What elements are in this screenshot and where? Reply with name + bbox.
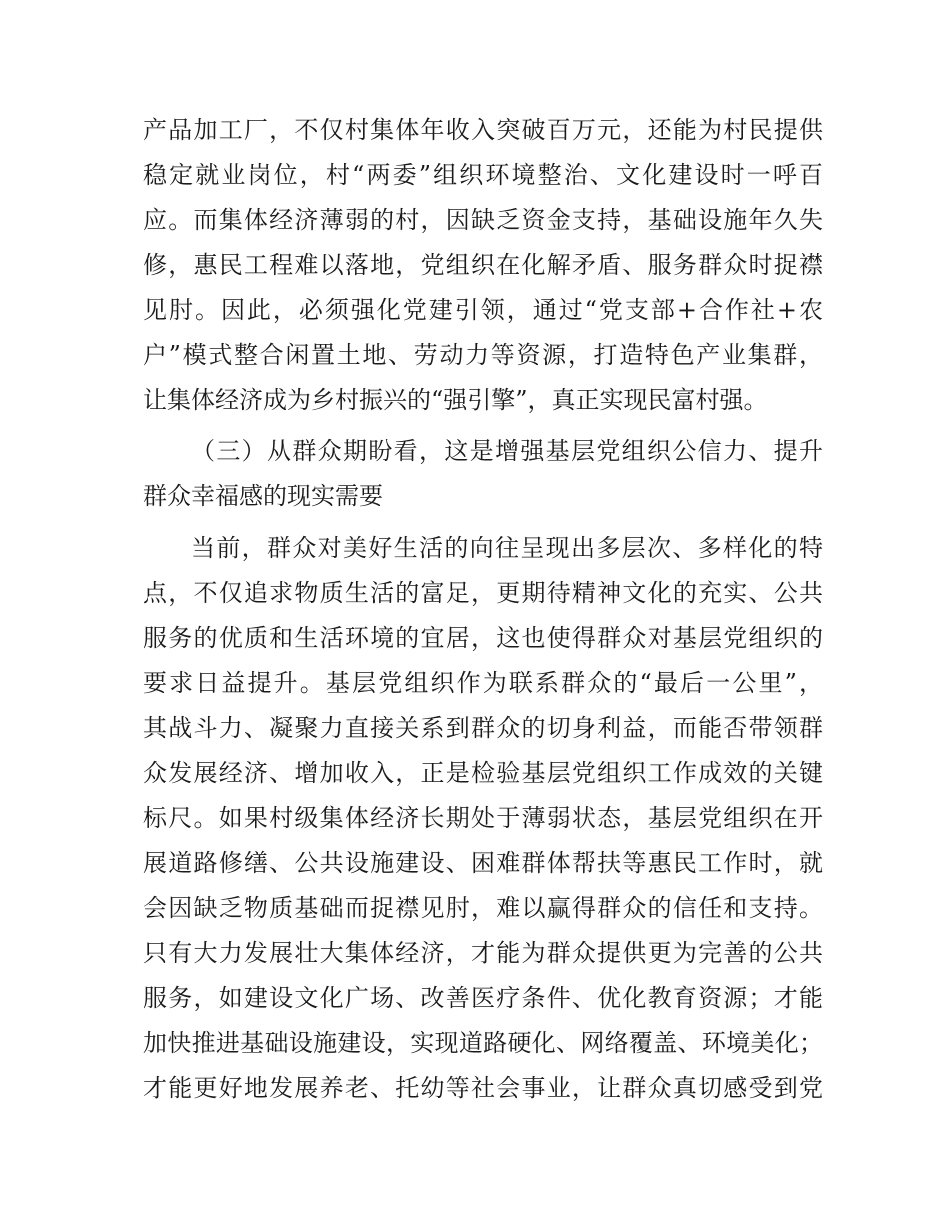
text-line: 展道路修缮、公共设施建设、困难群体帮扶等惠民工作时，就 xyxy=(143,849,823,877)
text-line: 当前，群众对美好生活的向往呈现出多层次、多样化的特 xyxy=(191,534,823,562)
text-line: 要求日益提升。基层党组织作为联系群众的“最后一公里”， xyxy=(143,669,823,697)
paragraph-public-expectations xyxy=(143,526,823,1111)
text-line: 标尺。如果村级集体经济长期处于薄弱状态，基层党组织在开 xyxy=(143,804,823,832)
text-line: 应。而集体经济薄弱的村，因缺乏资金支持，基础设施年久失 xyxy=(143,206,823,234)
text-line: 服务的优质和生活环境的宜居，这也使得群众对基层党组织的 xyxy=(143,624,823,652)
text-line: 众发展经济、增加收入，正是检验基层党组织工作成效的关键 xyxy=(143,759,823,787)
text-line: 户”模式整合闲置土地、劳动力等资源，打造特色产业集群， xyxy=(143,341,823,369)
text-line: 只有大力发展壮大集体经济，才能为群众提供更为完善的公共 xyxy=(143,939,823,967)
text-line: 见肘。因此，必须强化党建引领，通过“党支部+合作社+农 xyxy=(143,296,823,324)
text-line: 让集体经济成为乡村振兴的“强引擎”，真正实现民富村强。 xyxy=(143,386,768,414)
text-line: 其战斗力、凝聚力直接关系到群众的切身利益，而能否带领群 xyxy=(143,714,823,742)
heading-line: （三）从群众期盼看，这是增强基层党组织公信力、提升 xyxy=(191,437,823,465)
heading-line: 群众幸福感的现实需要 xyxy=(143,482,383,510)
text-line: 稳定就业岗位，村“两委”组织环境整治、文化建设时一呼百 xyxy=(143,161,823,189)
text-line: 产品加工厂，不仅村集体年收入突破百万元，还能为村民提供 xyxy=(143,116,823,144)
text-line: 才能更好地发展养老、托幼等社会事业，让群众真切感受到党 xyxy=(143,1074,823,1102)
text-line: 修，惠民工程难以落地，党组织在化解矛盾、服务群众时捉襟 xyxy=(143,251,823,279)
text-line: 服务，如建设文化广场、改善医疗条件、优化教育资源；才能 xyxy=(143,984,823,1012)
paragraph-village-economy xyxy=(143,108,823,423)
text-line: 加快推进基础设施建设，实现道路硬化、网络覆盖、环境美化； xyxy=(143,1029,823,1057)
text-line: 点，不仅追求物质生活的富足，更期待精神文化的充实、公共 xyxy=(143,579,823,607)
section-heading xyxy=(143,429,823,519)
text-line: 会因缺乏物质基础而捉襟见肘，难以赢得群众的信任和支持。 xyxy=(143,894,823,922)
